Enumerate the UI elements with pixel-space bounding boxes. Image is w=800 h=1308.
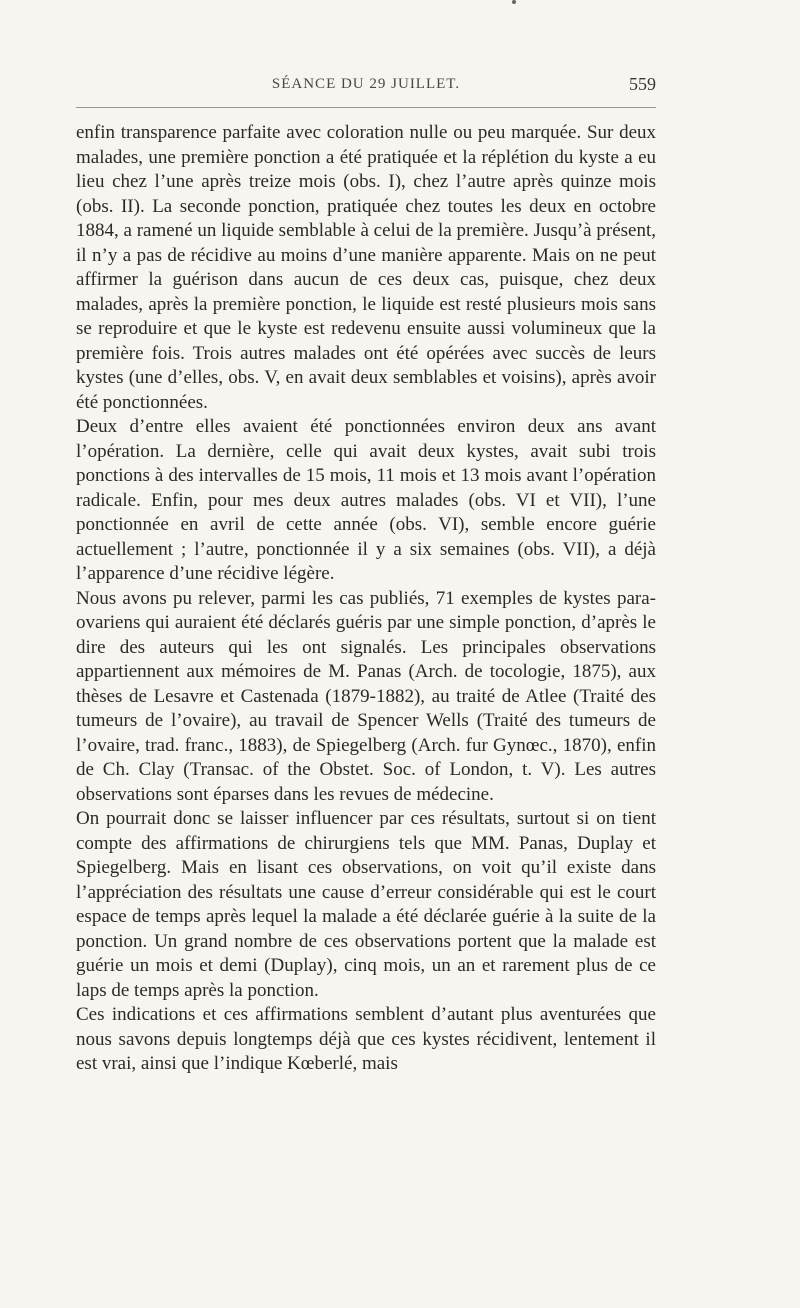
- ink-mark: [512, 0, 516, 4]
- paragraph-4: On pourrait donc se laisser influencer par ces résultats, surtout si on tient compte des affirmations de chirurgiens tels que MM. Panas, Duplay et Spiegelberg. Mais en lisant ces observations, on voit qu’il existe dans l’appréciation des résultats une cause d’erreur considérable qui est le court espace de temps après lequel la malade a été déclarée guérie à la suite de la ponction. Un grand nombre de ces observations portent que la malade est guérie un mois et demi (Duplay), cinq mois, un an et rarement plus de ce laps de temps après la ponction.: [76, 808, 656, 1001]
- paragraph-1: enfin transparence parfaite avec coloration nulle ou peu marquée. Sur deux malades, une première ponction a été pratiquée et la réplétion du kyste a eu lieu chez l’une après treize mois (obs. I), chez l’autre après quinze mois (obs. II). La seconde ponction, pratiquée chez toutes les deux en octobre 1884, a ramené un liquide semblable à celui de la première. Jusqu’à présent, il n’y a pas de récidive au moins d’une manière apparente. Mais on ne peut affirmer la guérison dans aucun de ces deux cas, puisque, chez deux malades, après la première ponction, le liquide est resté plusieurs mois sans se reproduire et que le kyste est redevenu ensuite aussi volumineux que la première fois. Trois autres malades ont été opérées avec succès de leurs kystes (une d’elles, obs. V, en avait deux semblables et voisins), après avoir été ponctionnées.: [76, 122, 656, 413]
- running-head: SÉANCE DU 29 JUILLET.: [271, 76, 461, 92]
- body-text: [76, 121, 656, 1077]
- paragraph-2: Deux d’entre elles avaient été ponctionnées environ deux ans avant l’opération. La dernière, celle qui avait deux kystes, avait subi trois ponctions à des intervalles de 15 mois, 11 mois et 13 mois avant l’opération radicale. Enfin, pour mes deux autres malades (obs. VI et VII), l’une ponctionnée en avril de cette année (obs. VI), semble encore guérie actuellement ; l’autre, ponctionnée il y a six semaines (obs. VII), a déjà l’apparence d’une récidive légère.: [76, 416, 656, 584]
- page-number: 559: [629, 74, 656, 94]
- header-rule: [76, 107, 656, 108]
- paragraph-3: Nous avons pu relever, parmi les cas publiés, 71 exemples de kystes para-ovariens qui auraient été déclarés guéris par une simple ponction, d’après le dire des auteurs qui les ont signalés. Les principales observations appartiennent aux mémoires de M. Panas (Arch. de tocologie, 1875), aux thèses de Lesavre et Castenada (1879-1882), au traité de Atlee (Traité des tumeurs de l’ovaire), au travail de Spencer Wells (Traité des tumeurs de l’ovaire, trad. franc., 1883), de Spiegelberg (Arch. fur Gynœc., 1870), enfin de Ch. Clay (Transac. of the Obstet. Soc. of London, t. V). Les autres observations sont éparses dans les revues de médecine.: [76, 587, 656, 805]
- page-header: [76, 68, 656, 100]
- paragraph-5: Ces indications et ces affirmations semblent d’autant plus aventurées que nous savons depuis longtemps déjà que ces kystes récidivent, lentement il est vrai, ainsi que l’indique Kœberlé, mais: [76, 1004, 656, 1074]
